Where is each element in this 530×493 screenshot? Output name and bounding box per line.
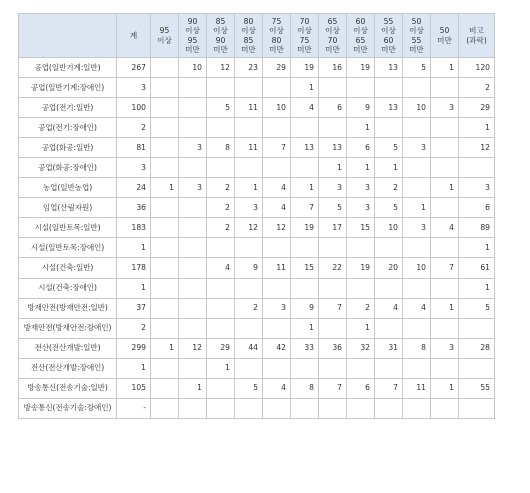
table-cell — [431, 138, 459, 158]
table-cell: 10 — [375, 218, 403, 238]
table-cell: 29 — [263, 58, 291, 78]
table-cell — [375, 238, 403, 258]
table-cell: 33 — [291, 338, 319, 358]
table-cell: 120 — [459, 58, 495, 78]
column-header: 50 이상 55 미만 — [403, 14, 431, 58]
table-cell: 1 — [347, 158, 375, 178]
table-cell — [319, 278, 347, 298]
table-cell — [403, 358, 431, 378]
table-cell: 55 — [459, 378, 495, 398]
table-cell: 5 — [459, 298, 495, 318]
table-cell — [207, 158, 235, 178]
table-cell — [431, 398, 459, 418]
table-cell — [151, 258, 179, 278]
column-header: 90 이상 95 미만 — [179, 14, 207, 58]
table-cell — [319, 238, 347, 258]
table-cell — [403, 158, 431, 178]
table-cell — [403, 278, 431, 298]
table-cell — [291, 118, 319, 138]
table-cell: 4 — [263, 198, 291, 218]
total-cell: 267 — [117, 58, 151, 78]
table-cell — [207, 398, 235, 418]
table-row — [19, 398, 495, 418]
row-label: 공업(화공:일반) — [19, 138, 117, 158]
table-cell: 1 — [347, 318, 375, 338]
row-label: 공업(일반기계:장애인) — [19, 78, 117, 98]
table-cell: 12 — [263, 218, 291, 238]
table-cell: 29 — [459, 98, 495, 118]
table-cell: 11 — [235, 138, 263, 158]
table-cell — [179, 78, 207, 98]
table-cell: 3 — [347, 198, 375, 218]
table-cell: 1 — [459, 238, 495, 258]
table-cell: 42 — [263, 338, 291, 358]
table-cell: 32 — [347, 338, 375, 358]
table-cell: 16 — [319, 58, 347, 78]
table-cell: 7 — [263, 138, 291, 158]
table-cell — [235, 398, 263, 418]
table-cell — [263, 358, 291, 378]
row-label: 전산(전산개발:일반) — [19, 338, 117, 358]
table-cell: 15 — [347, 218, 375, 238]
table-cell — [319, 318, 347, 338]
table-cell: 9 — [291, 298, 319, 318]
table-cell: 2 — [235, 298, 263, 318]
total-cell: 178 — [117, 258, 151, 278]
total-cell: 183 — [117, 218, 151, 238]
table-cell: 3 — [431, 338, 459, 358]
score-distribution-table — [18, 13, 495, 419]
table-cell: 19 — [347, 58, 375, 78]
table-cell: 7 — [431, 258, 459, 278]
table-cell — [375, 318, 403, 338]
table-cell — [263, 238, 291, 258]
table-cell — [235, 238, 263, 258]
total-cell: 100 — [117, 98, 151, 118]
table-cell: 1 — [431, 58, 459, 78]
table-cell — [151, 278, 179, 298]
table-cell: 20 — [375, 258, 403, 278]
column-header: 80 이상 85 미만 — [235, 14, 263, 58]
table-cell — [431, 238, 459, 258]
total-cell: 299 — [117, 338, 151, 358]
table-cell: 5 — [375, 138, 403, 158]
table-cell: 10 — [403, 98, 431, 118]
total-cell: 1 — [117, 238, 151, 258]
table-cell: 2 — [207, 198, 235, 218]
table-cell — [319, 78, 347, 98]
table-cell — [179, 198, 207, 218]
column-header: 50 미만 — [431, 14, 459, 58]
table-cell — [431, 278, 459, 298]
table-cell — [403, 118, 431, 138]
table-cell: 1 — [151, 338, 179, 358]
table-cell: 1 — [459, 118, 495, 138]
row-label: 방송통신(전송기술:일반) — [19, 378, 117, 398]
table-row — [19, 358, 495, 378]
table-cell: 17 — [319, 218, 347, 238]
row-label: 공업(일반기계:일반) — [19, 58, 117, 78]
total-cell: 2 — [117, 318, 151, 338]
table-cell: 89 — [459, 218, 495, 238]
table-cell — [291, 238, 319, 258]
table-cell — [375, 78, 403, 98]
row-label: 시설(일반토목:일반) — [19, 218, 117, 238]
table-row — [19, 258, 495, 278]
table-cell — [291, 358, 319, 378]
table-row — [19, 58, 495, 78]
table-cell — [431, 158, 459, 178]
table-cell: 9 — [235, 258, 263, 278]
table-cell: 8 — [207, 138, 235, 158]
table-cell: 1 — [207, 358, 235, 378]
row-label: 임업(산림자원) — [19, 198, 117, 218]
table-cell — [263, 118, 291, 138]
table-cell: 3 — [319, 178, 347, 198]
table-row — [19, 338, 495, 358]
table-cell: 6 — [319, 98, 347, 118]
table-row — [19, 78, 495, 98]
table-cell — [179, 398, 207, 418]
row-label: 방재안전(방재안전:장애인) — [19, 318, 117, 338]
table-cell: 11 — [403, 378, 431, 398]
total-cell: 1 — [117, 358, 151, 378]
row-label: 시설(건축:일반) — [19, 258, 117, 278]
table-cell — [151, 378, 179, 398]
table-cell: 1 — [375, 158, 403, 178]
table-cell — [459, 318, 495, 338]
column-header: 75 이상 80 미만 — [263, 14, 291, 58]
row-label: 시설(건축:장애인) — [19, 278, 117, 298]
table-cell: 36 — [319, 338, 347, 358]
table-row — [19, 98, 495, 118]
header-row — [19, 14, 495, 58]
table-cell: 12 — [235, 218, 263, 238]
table-cell — [263, 398, 291, 418]
table-cell: 5 — [235, 378, 263, 398]
table-cell: 13 — [319, 138, 347, 158]
table-cell: 3 — [403, 218, 431, 238]
table-cell — [207, 318, 235, 338]
table-cell: 5 — [375, 198, 403, 218]
column-header: 60 이상 65 미만 — [347, 14, 375, 58]
table-cell — [151, 398, 179, 418]
total-cell: - — [117, 398, 151, 418]
table-cell — [235, 318, 263, 338]
table-cell: 1 — [179, 378, 207, 398]
table-cell: 13 — [291, 138, 319, 158]
table-cell — [403, 178, 431, 198]
table-cell: 12 — [207, 58, 235, 78]
row-label: 공업(화공:장애인) — [19, 158, 117, 178]
table-cell — [263, 278, 291, 298]
table-cell — [263, 158, 291, 178]
table-cell — [179, 278, 207, 298]
table-cell — [375, 278, 403, 298]
table-cell — [431, 78, 459, 98]
table-cell: 8 — [291, 378, 319, 398]
total-cell: 3 — [117, 78, 151, 98]
table-cell — [459, 358, 495, 378]
table-cell — [207, 278, 235, 298]
table-cell: 6 — [347, 138, 375, 158]
table-cell: 2 — [207, 218, 235, 238]
table-cell — [347, 78, 375, 98]
table-cell: 4 — [291, 98, 319, 118]
table-cell — [179, 318, 207, 338]
table-cell — [151, 58, 179, 78]
table-cell — [347, 278, 375, 298]
table-cell: 5 — [319, 198, 347, 218]
row-label: 공업(전기:일반) — [19, 98, 117, 118]
table-cell — [347, 358, 375, 378]
table-cell: 4 — [263, 378, 291, 398]
table-cell: 1 — [431, 378, 459, 398]
total-cell: 2 — [117, 118, 151, 138]
table-cell — [235, 158, 263, 178]
table-cell: 1 — [431, 178, 459, 198]
table-cell — [151, 218, 179, 238]
table-cell: 1 — [151, 178, 179, 198]
table-cell — [347, 238, 375, 258]
table-cell: 4 — [431, 218, 459, 238]
table-cell — [291, 158, 319, 178]
table-cell: 31 — [375, 338, 403, 358]
total-cell: 81 — [117, 138, 151, 158]
table-row — [19, 278, 495, 298]
table-cell: 11 — [235, 98, 263, 118]
table-cell — [179, 118, 207, 138]
table-cell: 61 — [459, 258, 495, 278]
table-row — [19, 298, 495, 318]
table-cell — [403, 238, 431, 258]
column-header: 비고 (과락) — [459, 14, 495, 58]
table-cell — [151, 358, 179, 378]
column-header: 70 이상 75 미만 — [291, 14, 319, 58]
table-cell: 7 — [375, 378, 403, 398]
table-cell: 1 — [291, 178, 319, 198]
table-cell — [179, 158, 207, 178]
table-cell — [151, 318, 179, 338]
table-cell — [263, 318, 291, 338]
table-cell — [459, 158, 495, 178]
table-cell: 1 — [291, 78, 319, 98]
row-label: 시설(일반토목:장애인) — [19, 238, 117, 258]
table-cell: 3 — [403, 138, 431, 158]
table-row — [19, 238, 495, 258]
table-cell — [207, 298, 235, 318]
table-cell: 3 — [179, 178, 207, 198]
table-cell: 3 — [235, 198, 263, 218]
table-cell: 28 — [459, 338, 495, 358]
row-label: 전산(전산개발:장애인) — [19, 358, 117, 378]
row-label: 방송통신(전송기술:장애인) — [19, 398, 117, 418]
table-cell — [151, 198, 179, 218]
table-cell: 1 — [431, 298, 459, 318]
table-cell — [263, 78, 291, 98]
table-cell: 5 — [403, 58, 431, 78]
table-cell: 12 — [459, 138, 495, 158]
table-cell: 10 — [179, 58, 207, 78]
table-cell — [403, 78, 431, 98]
table-row — [19, 158, 495, 178]
header-blank-cell — [19, 14, 117, 58]
table-row — [19, 378, 495, 398]
table-cell: 3 — [179, 138, 207, 158]
table-row — [19, 218, 495, 238]
table-body — [19, 58, 495, 419]
table-cell — [179, 298, 207, 318]
column-header: 계 — [117, 14, 151, 58]
table-cell — [235, 78, 263, 98]
table-cell: 23 — [235, 58, 263, 78]
table-header — [19, 14, 495, 58]
column-header: 55 이상 60 미만 — [375, 14, 403, 58]
table-cell: 19 — [291, 218, 319, 238]
total-cell: 36 — [117, 198, 151, 218]
table-cell — [347, 398, 375, 418]
table-cell: 3 — [347, 178, 375, 198]
table-row — [19, 178, 495, 198]
row-label: 공업(전기:장애인) — [19, 118, 117, 138]
table-cell: 2 — [459, 78, 495, 98]
table-cell: 44 — [235, 338, 263, 358]
table-cell: 6 — [459, 198, 495, 218]
table-cell: 7 — [291, 198, 319, 218]
table-cell: 10 — [263, 98, 291, 118]
table-cell: 4 — [207, 258, 235, 278]
table-cell — [151, 158, 179, 178]
table-cell — [151, 118, 179, 138]
table-cell — [291, 278, 319, 298]
table-cell: 4 — [375, 298, 403, 318]
table-cell — [319, 118, 347, 138]
table-cell — [403, 318, 431, 338]
table-cell — [235, 278, 263, 298]
table-row — [19, 318, 495, 338]
score-distribution-table-container — [18, 13, 495, 419]
table-cell: 1 — [319, 158, 347, 178]
table-cell — [431, 318, 459, 338]
table-cell — [459, 398, 495, 418]
table-cell — [431, 198, 459, 218]
table-cell: 2 — [375, 178, 403, 198]
column-header: 65 이상 70 미만 — [319, 14, 347, 58]
table-cell — [207, 238, 235, 258]
table-cell: 10 — [403, 258, 431, 278]
table-cell — [403, 398, 431, 418]
table-cell — [207, 378, 235, 398]
table-cell: 9 — [347, 98, 375, 118]
table-cell — [291, 398, 319, 418]
total-cell: 24 — [117, 178, 151, 198]
table-cell: 22 — [319, 258, 347, 278]
table-cell: 11 — [263, 258, 291, 278]
table-row — [19, 198, 495, 218]
table-cell: 4 — [403, 298, 431, 318]
total-cell: 105 — [117, 378, 151, 398]
table-cell — [179, 238, 207, 258]
table-cell: 12 — [179, 338, 207, 358]
table-cell — [375, 398, 403, 418]
table-cell — [151, 78, 179, 98]
table-cell — [319, 358, 347, 378]
row-label: 방재안전(방재안전:일반) — [19, 298, 117, 318]
table-cell: 3 — [263, 298, 291, 318]
table-cell — [207, 118, 235, 138]
table-cell — [151, 298, 179, 318]
table-cell: 8 — [403, 338, 431, 358]
table-cell — [319, 398, 347, 418]
table-cell — [207, 78, 235, 98]
table-cell — [431, 358, 459, 378]
table-cell: 1 — [291, 318, 319, 338]
table-cell: 2 — [207, 178, 235, 198]
table-cell — [179, 358, 207, 378]
table-cell: 15 — [291, 258, 319, 278]
table-cell: 1 — [347, 118, 375, 138]
table-cell: 2 — [347, 298, 375, 318]
table-cell: 3 — [459, 178, 495, 198]
table-cell: 5 — [207, 98, 235, 118]
table-cell — [235, 358, 263, 378]
table-cell: 13 — [375, 98, 403, 118]
table-cell: 1 — [235, 178, 263, 198]
table-cell: 1 — [459, 278, 495, 298]
table-cell — [151, 98, 179, 118]
table-cell — [179, 218, 207, 238]
table-cell: 1 — [403, 198, 431, 218]
total-cell: 3 — [117, 158, 151, 178]
table-cell: 13 — [375, 58, 403, 78]
row-label: 농업(일반농업) — [19, 178, 117, 198]
table-cell — [151, 238, 179, 258]
column-header: 95 이상 — [151, 14, 179, 58]
table-row — [19, 118, 495, 138]
table-cell: 4 — [263, 178, 291, 198]
total-cell: 37 — [117, 298, 151, 318]
table-cell — [375, 358, 403, 378]
table-cell: 7 — [319, 298, 347, 318]
table-cell — [179, 98, 207, 118]
column-header: 85 이상 90 미만 — [207, 14, 235, 58]
table-cell: 29 — [207, 338, 235, 358]
table-cell: 19 — [347, 258, 375, 278]
table-cell — [431, 118, 459, 138]
table-cell — [151, 138, 179, 158]
table-cell: 3 — [431, 98, 459, 118]
table-cell: 6 — [347, 378, 375, 398]
table-cell — [235, 118, 263, 138]
table-cell: 7 — [319, 378, 347, 398]
total-cell: 1 — [117, 278, 151, 298]
table-cell — [375, 118, 403, 138]
table-row — [19, 138, 495, 158]
table-cell: 19 — [291, 58, 319, 78]
table-cell — [179, 258, 207, 278]
